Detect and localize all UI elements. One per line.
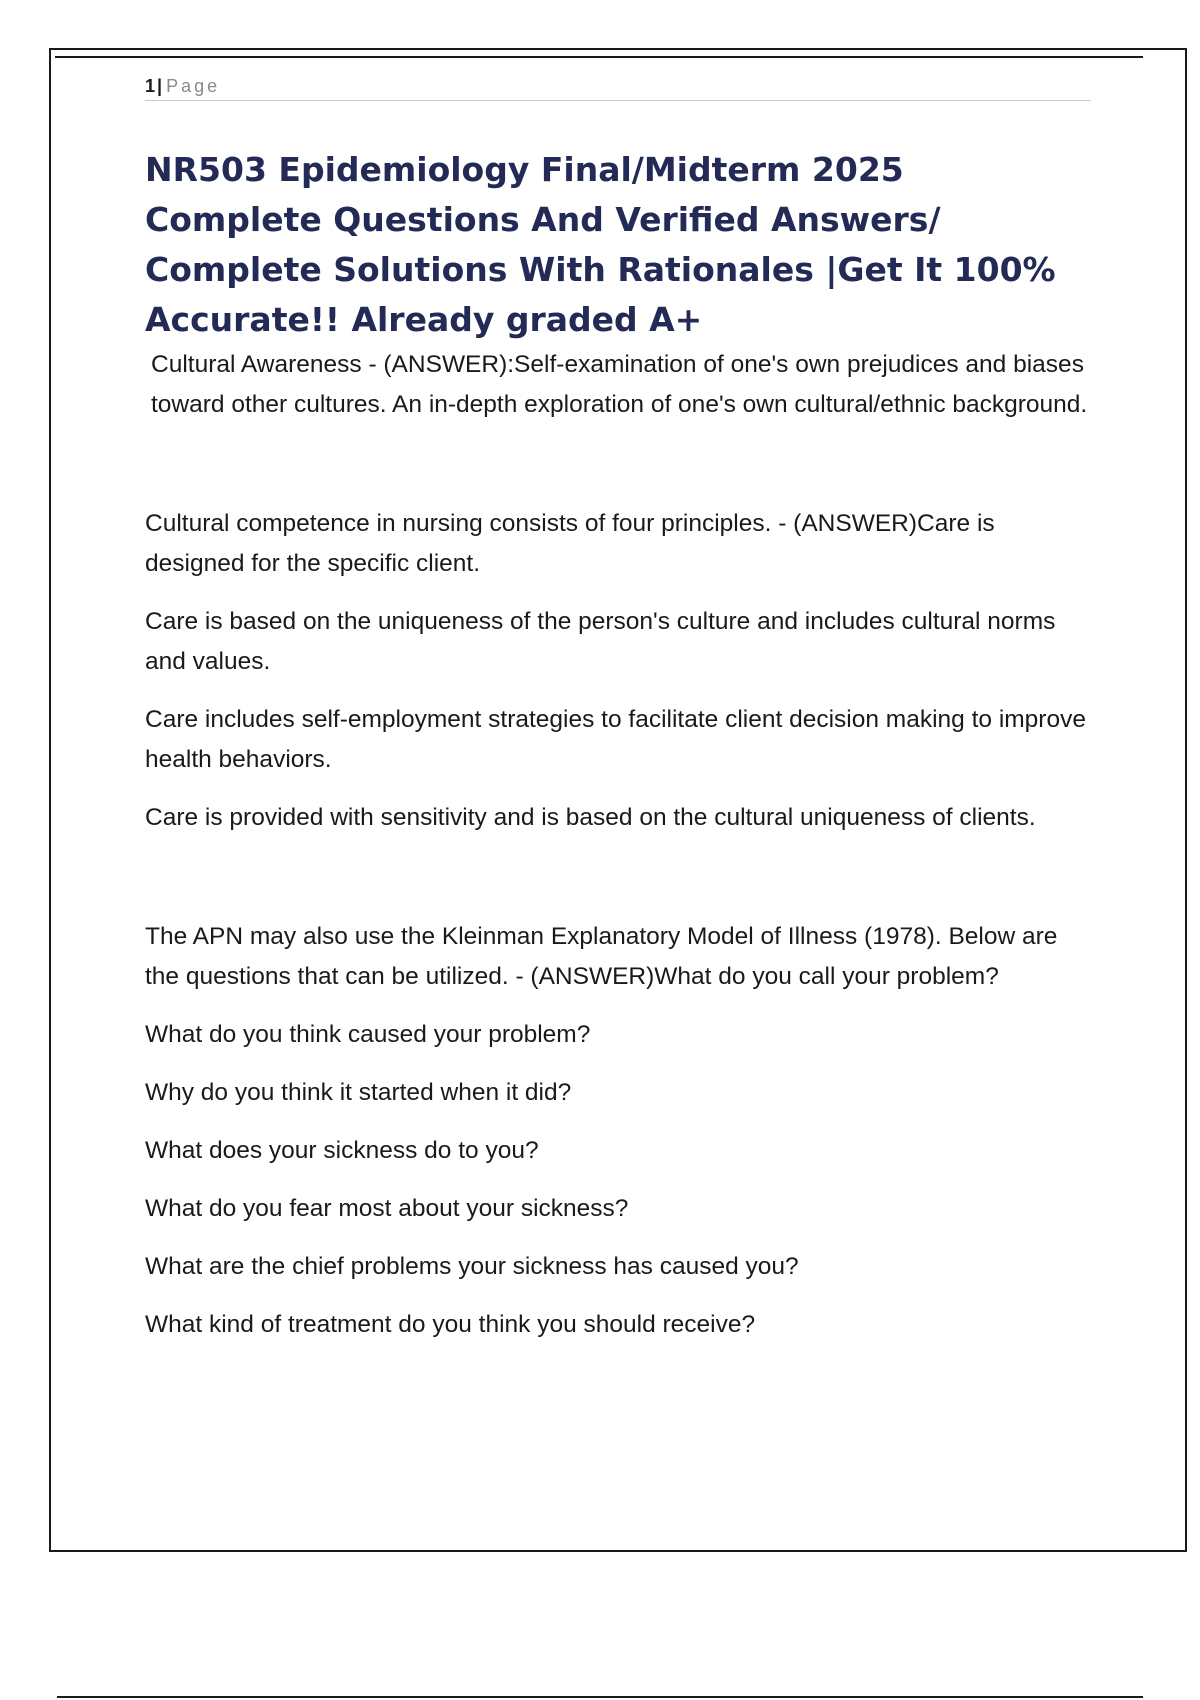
document-body (145, 145, 1090, 1345)
page-separator: | (157, 76, 163, 96)
page-number: 1 (145, 76, 156, 96)
answer-line: What kind of treatment do you think you should receive? (145, 1311, 756, 1338)
top-rule (55, 56, 1143, 58)
qa-cultural-competence: Cultural competence in nursing consists of four principles. - (ANSWER)Care is designed for the specific client. (145, 510, 995, 577)
document-title: NR503 Epidemiology Final/Midterm 2025 Complete Questions And Verified Answers/ Complete Solutions With Rationales |Get It 100% Accurate!! Already graded A+ (145, 150, 1056, 339)
answer-line: What does your sickness do to you? (145, 1137, 539, 1164)
answer-line: Care is based on the uniqueness of the person's culture and includes cultural norms and values. (145, 608, 1056, 675)
answer-line: What do you fear most about your sickness? (145, 1195, 629, 1222)
qa-kleinman-model: The APN may also use the Kleinman Explanatory Model of Illness (1978). Below are the questions that can be utilized. - (ANSWER)What do you call your problem? (145, 923, 1058, 990)
answer-line: Care includes self-employment strategies to facilitate client decision making to improve health behaviors. (145, 706, 1086, 773)
answer-line: What are the chief problems your sickness has caused you? (145, 1253, 799, 1280)
page-header (145, 72, 1091, 101)
qa-cultural-awareness: Cultural Awareness - (ANSWER):Self-examination of one's own prejudices and biases toward other cultures. An in-depth exploration of one's own cultural/ethnic background. (151, 351, 1088, 418)
answer-line: What do you think caused your problem? (145, 1021, 591, 1048)
answer-line: Why do you think it started when it did? (145, 1079, 572, 1106)
answer-line: Care is provided with sensitivity and is based on the cultural uniqueness of clients. (145, 804, 1036, 831)
bottom-rule (57, 1696, 1143, 1698)
page-label: Page (166, 76, 221, 96)
